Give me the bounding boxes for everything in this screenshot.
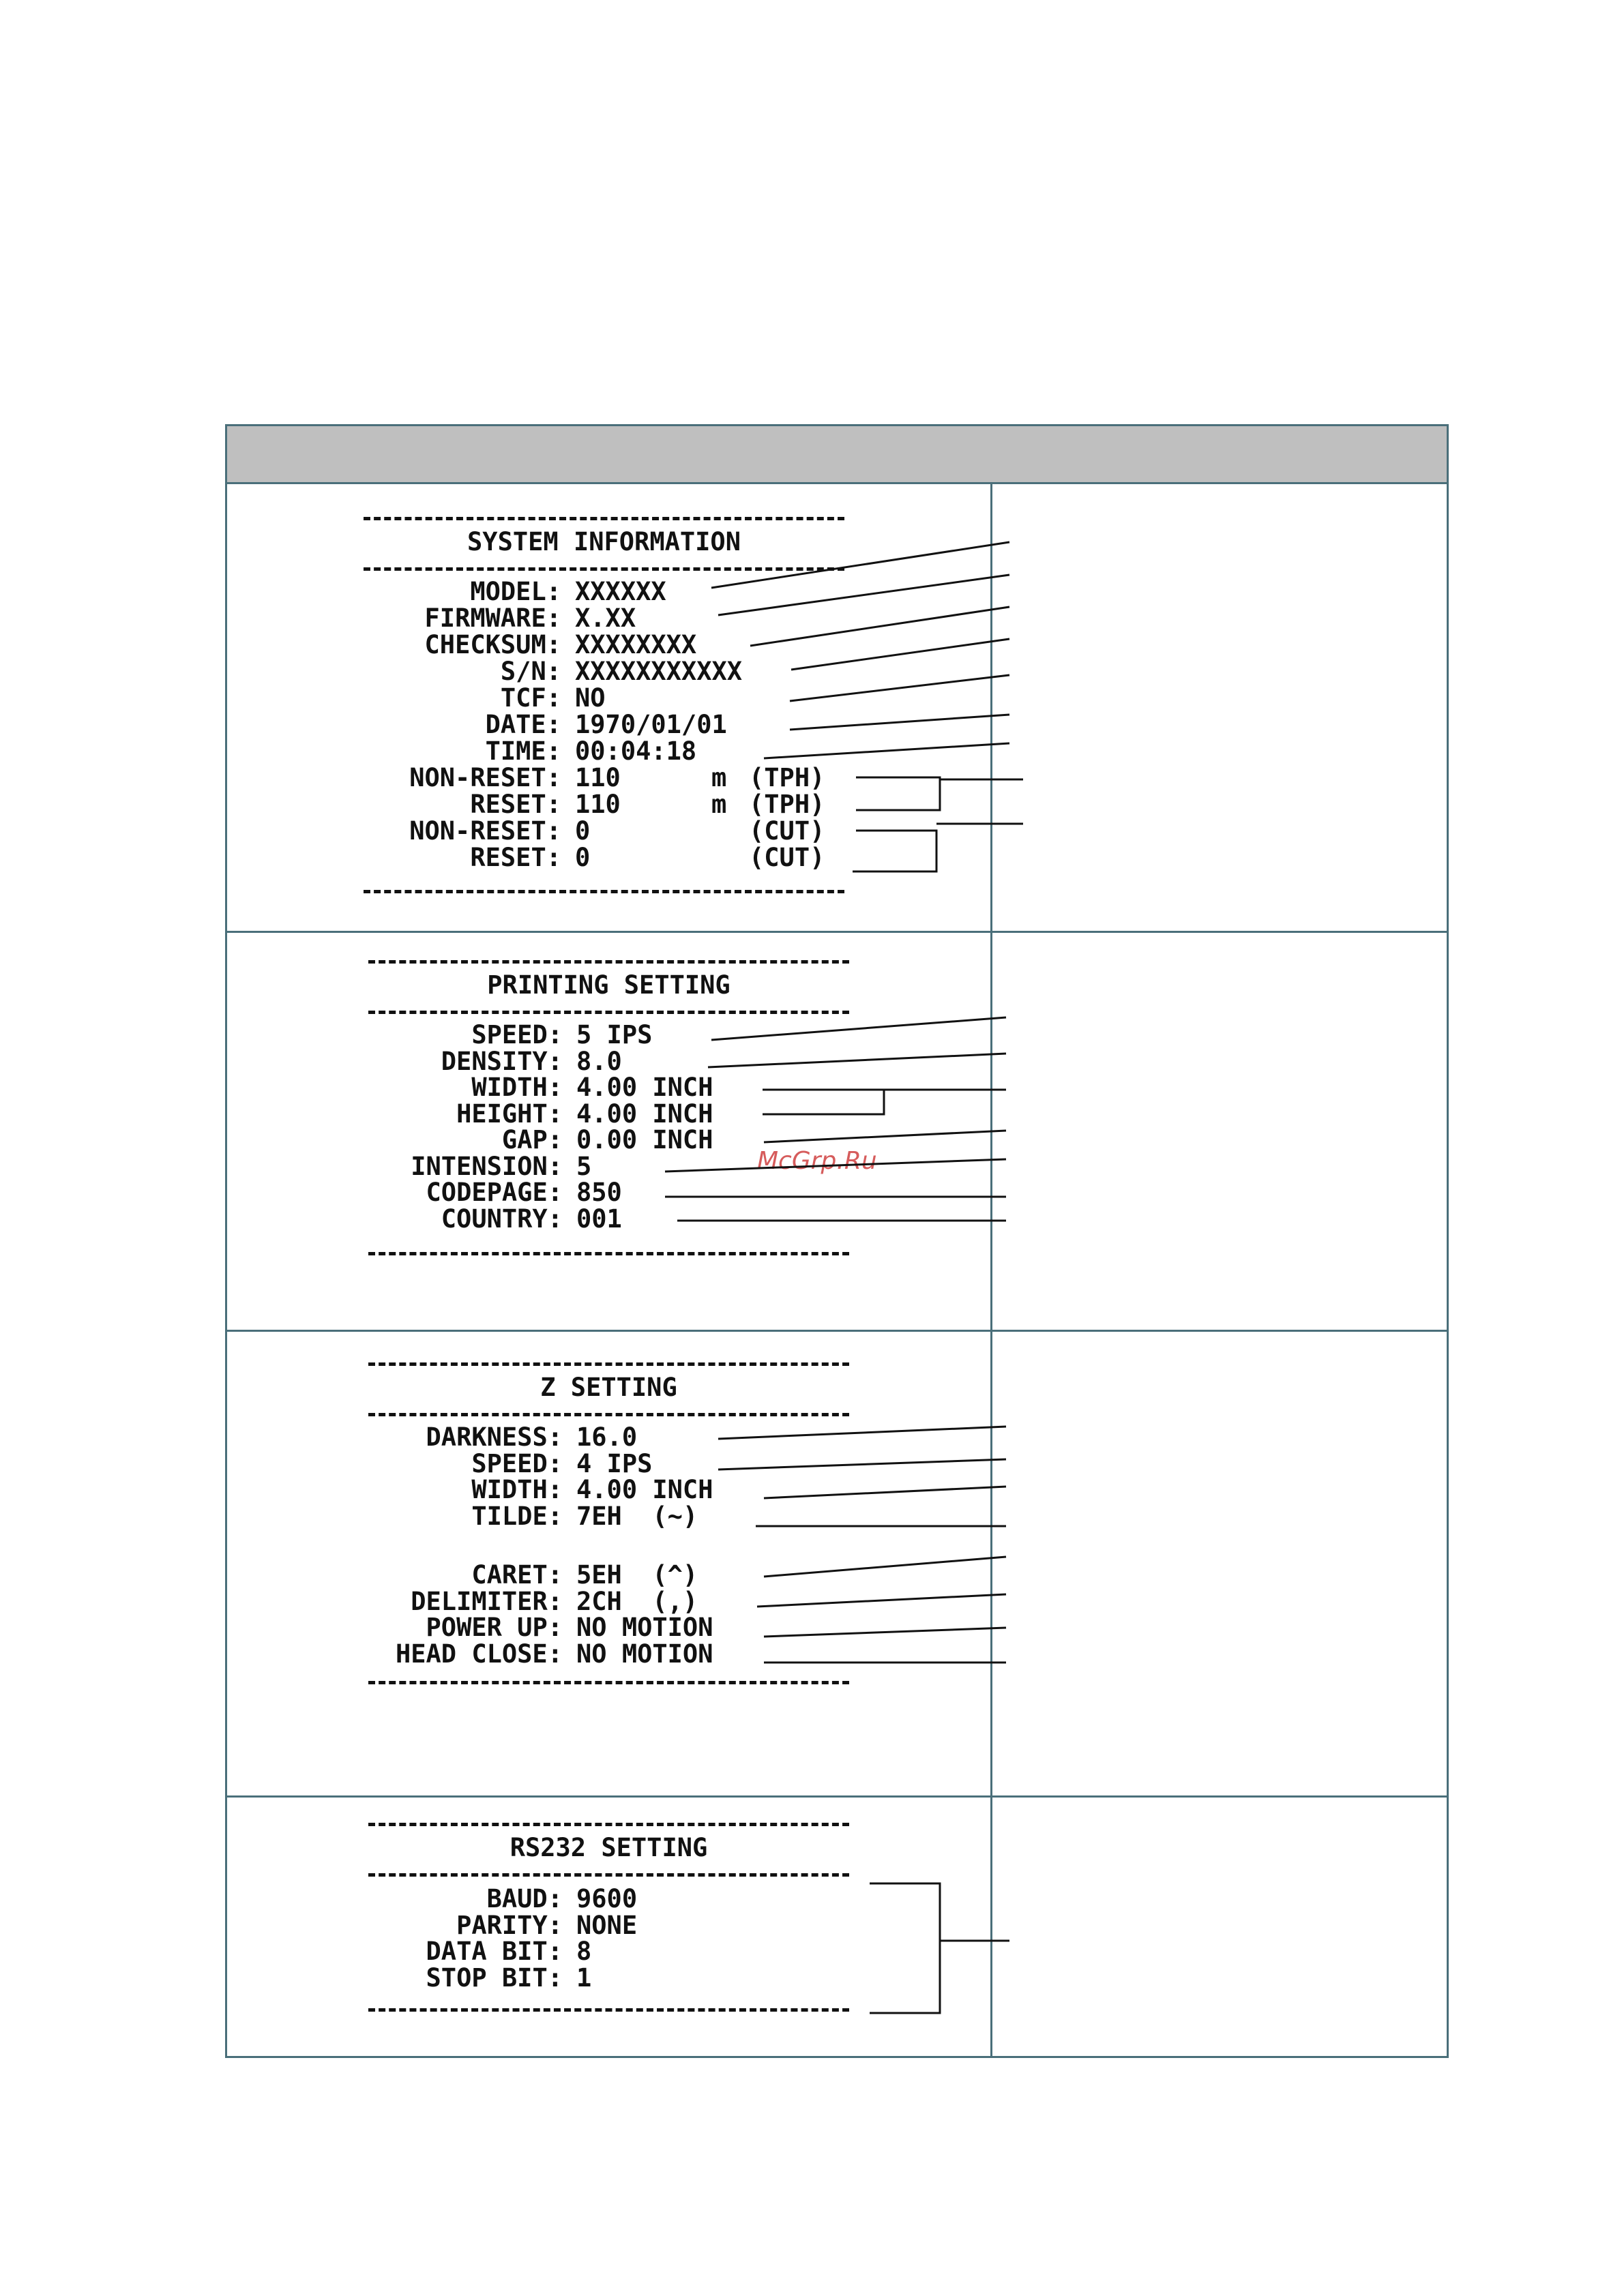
leader-line [791,639,1009,670]
printout-row-value: XXXXXXXXXXX [575,657,743,686]
printout-row-label: CODEPAGE: [426,1178,563,1207]
leader-line [764,1628,1006,1637]
leader-line [750,607,1009,646]
printout-row-value: 7EH (~) [576,1501,698,1531]
printout-row-value: XXXXXX [575,577,666,606]
printout-row-value: 00:04:18 [575,736,697,766]
bracket [870,1883,940,2013]
leader-line [764,1487,1006,1498]
printout-row-unit: m [711,763,727,792]
printout-row-value: NO MOTION [576,1639,713,1669]
printout-row-label: TILDE: [471,1501,563,1531]
printout-row-value: 8.0 [576,1046,622,1076]
printout-row-tag: (CUT) [749,816,825,846]
printout-row-value: 1 [576,1963,592,1993]
printout-row-tag: (TPH) [749,763,825,792]
printout-row-value: 8 [576,1937,592,1966]
printout-row-label: CARET: [471,1560,563,1590]
printout-row-label: INTENSION: [411,1151,563,1181]
printout-row-value: 16.0 [576,1422,638,1452]
printout-row-value: XXXXXXXX [575,630,697,659]
printout-title: PRINTING SETTING [487,970,730,1000]
leader-line [711,1017,1006,1040]
printout-row-value: 0 [575,816,591,846]
printout-row-value: 4.00 INCH [576,1475,713,1504]
printout-row-unit: m [711,790,727,819]
printout-row-value: 5 [576,1151,592,1181]
printout-row-label: DELIMITER: [411,1586,563,1616]
printout-row-label: DATA BIT: [426,1937,563,1966]
bracket [856,777,940,810]
printout-row-value: 5 IPS [576,1020,653,1049]
printout-row-label: HEAD CLOSE: [395,1639,563,1669]
bracket [853,831,936,871]
printout-row-label: MODEL: [470,577,561,606]
printout-row-label: NON-RESET: [409,816,561,846]
printout-row-value: NO MOTION [576,1613,713,1642]
printout-row-value: 2CH (,) [576,1586,698,1616]
printout-row-label: DENSITY: [441,1046,563,1076]
printout-row-label: TCF: [500,683,561,713]
leader-line [708,1054,1006,1067]
leader-line [718,1427,1006,1439]
printout-title: SYSTEM INFORMATION [467,527,741,556]
printout-row-value: 0 [575,843,591,872]
printout-row-label: DARKNESS: [426,1422,563,1452]
printout-row-value: 9600 [576,1884,638,1913]
bracket [763,1090,884,1114]
printout-row-label: POWER UP: [426,1613,563,1642]
leader-line [790,715,1009,730]
printout-row-label: SPEED: [471,1020,563,1049]
printout-row-tag: (CUT) [749,843,825,872]
printout-row-label: BAUD: [486,1884,563,1913]
leader-line [764,1557,1006,1577]
printout-row-label: NON-RESET: [409,763,561,792]
printout-row-label: TIME: [485,736,561,766]
printout-row-label: S/N: [500,657,561,686]
printout-row-label: PARITY: [456,1910,563,1940]
printout-row-label: RESET: [470,843,561,872]
printout-row-label: FIRMWARE: [424,603,561,633]
leader-line [764,1131,1006,1142]
printout-row-value: 4.00 INCH [576,1099,713,1129]
printout-row-label: RESET: [470,790,561,819]
printout-row-value: 0.00 INCH [576,1125,713,1154]
printout-row-value: X.XX [575,603,636,633]
leader-line [718,1459,1006,1470]
printout-row-label: WIDTH: [471,1475,563,1504]
printout-row-label: DATE: [485,710,561,739]
printout-row-value: 110 [575,763,621,792]
printout-row-tag: (TPH) [749,790,825,819]
printout-row-label: CHECKSUM: [424,630,561,659]
printout-row-value: 001 [576,1204,622,1234]
leader-line [790,675,1009,701]
watermark-text: McGrp.Ru [757,1147,877,1175]
printout-row-label: HEIGHT: [456,1099,563,1129]
printout-row-value: NONE [576,1910,638,1940]
printout-row-label: WIDTH: [471,1073,563,1102]
printout-row-label: COUNTRY: [441,1204,563,1234]
printout-row-value: 1970/01/01 [575,710,727,739]
printout-row-value: NO [575,683,606,713]
leader-line [764,743,1009,758]
printout-row-value: 4.00 INCH [576,1073,713,1102]
leader-line [665,1159,1006,1172]
printout-title: Z SETTING [540,1373,677,1402]
leader-line [757,1594,1006,1607]
printout-row-value: 5EH (^) [576,1560,698,1590]
printout-row-value: 850 [576,1178,622,1207]
printout-row-label: GAP: [501,1125,563,1154]
printout-row-label: STOP BIT: [426,1963,563,1993]
printout-row-label: SPEED: [471,1448,563,1478]
printout-row-value: 110 [575,790,621,819]
printout-title: RS232 SETTING [510,1833,708,1862]
printout-row-value: 4 IPS [576,1448,653,1478]
